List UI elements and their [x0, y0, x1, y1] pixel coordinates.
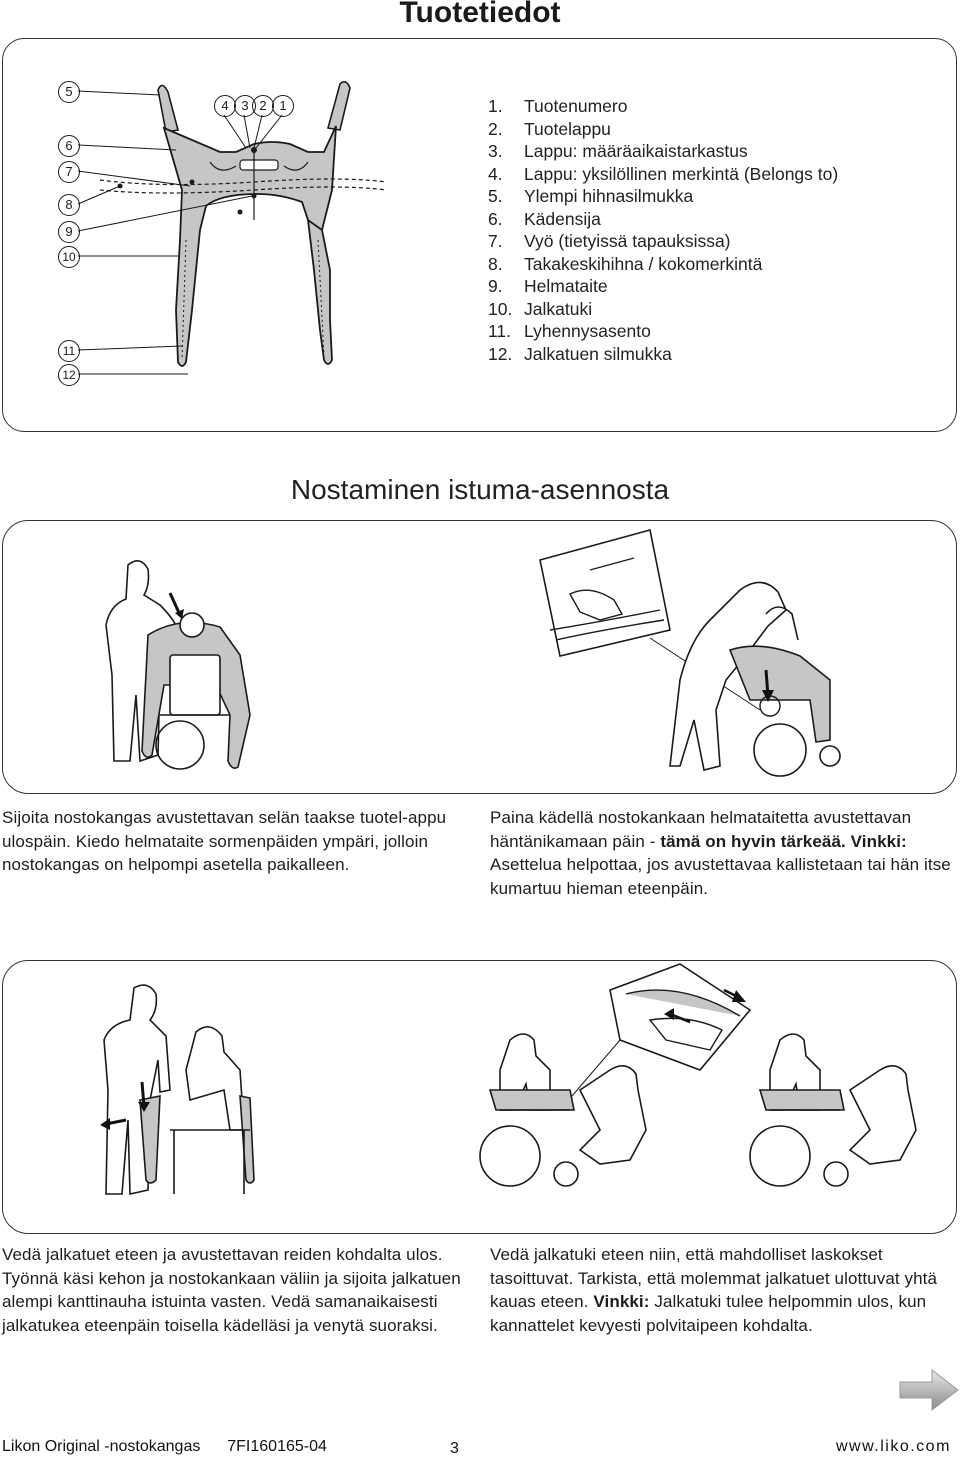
section-title: Nostaminen istuma-asennosta: [290, 474, 670, 505]
legend-item: 3. Lappu: määräaikaistarkastus: [488, 141, 748, 161]
next-page-arrow-icon: [898, 1368, 960, 1412]
footer-product: [2, 1438, 327, 1456]
illustration-step3: [100, 980, 280, 1210]
illustration-step4: [470, 960, 950, 1220]
callout-3: 3: [234, 95, 256, 117]
step2-body: Paina kädellä nostokankaan helmataitetta avustettavan häntänikamaan päin -: [490, 808, 912, 851]
callout-2: 2: [252, 95, 274, 117]
legend-list: [488, 95, 838, 365]
callout-7: 7: [58, 161, 80, 183]
step4-body: Vedä jalkatuki eteen niin, että mahdolliset laskokset tasoittuvat. Tarkista, että molemmat jalkatuet ulottuvat yhtä kauas eteen.: [490, 1245, 938, 1311]
step4-tip-text: Jalkatuki tulee helpommin ulos, kun kannattelet kevyesti polvitaipeen kohdalta.: [490, 1292, 927, 1335]
callout-1: 1: [272, 95, 294, 117]
step1-text: Sijoita nostokangas avustettavan selän taakse tuotel-appu ulospäin. Kiedo helmataite sormenpäiden ympäri, jolloin nostokangas on helpompi asetella paikalleen.: [2, 808, 447, 874]
step4-tip-label: Vinkki:: [593, 1292, 650, 1311]
legend-item: 11. Lyhennysasento: [488, 321, 651, 341]
legend-item: 6. Kädensija: [488, 208, 601, 229]
legend-item: 2. Tuotelappu: [488, 118, 611, 139]
step2-tip-label: Vinkki:: [850, 831, 907, 851]
callout-4: 4: [214, 95, 236, 117]
legend-item: 4. Lappu: yksilöllinen merkintä (Belongs to): [488, 163, 839, 184]
legend-item: 10. Jalkatuki: [488, 298, 593, 319]
callout-11: 11: [58, 340, 80, 362]
step4-text: [490, 1243, 950, 1337]
page-title: Tuotetiedot: [399, 0, 561, 29]
step3-text: Vedä jalkatuet eteen ja avustettavan reiden kohdalta ulos. Työnnä käsi kehon ja nostokankaan väliin ja sijoita jalkatuen alempi kanttinauha istuinta vasten. Vedä samanaikaisesti jalkatukea eteenpäin toisella kädelläsi ja venytä suoraksi.: [2, 1245, 461, 1335]
callout-6: 6: [58, 135, 80, 157]
illustration-step2: [530, 530, 860, 785]
footer-product-name: Likon Original -nostokangas: [2, 1438, 201, 1455]
page-number: 3: [450, 1440, 459, 1457]
legend-item: 8. Takakeskihihna / kokomerkintä: [488, 253, 763, 274]
illustration-step1: [100, 555, 280, 785]
legend-item: 12. Jalkatuen silmukka: [488, 343, 672, 364]
step2-emphasis: tämä on hyvin tärkeää.: [660, 831, 846, 851]
legend-item: 7. Vyö (tietyissä tapauksissa): [488, 231, 731, 251]
legend-item: 5. Ylempi hihnasilmukka: [488, 186, 694, 206]
callout-9: 9: [58, 221, 80, 243]
step2-text: [490, 806, 960, 900]
step2-tip-text: Asettelua helpottaa, jos avustettavaa kallistetaan tai hän itse kumartuu hieman eteenpäin.: [490, 855, 951, 898]
footer-code: 7FI160165-04: [227, 1438, 327, 1455]
callout-10: 10: [58, 246, 80, 268]
callout-5: 5: [58, 81, 80, 103]
legend-item: 9. Helmataite: [488, 276, 608, 296]
footer-url: www.liko.com: [836, 1438, 951, 1455]
callout-12: 12: [58, 364, 80, 386]
legend-item: 1. Tuotenumero: [488, 96, 628, 116]
callout-8: 8: [58, 194, 80, 216]
